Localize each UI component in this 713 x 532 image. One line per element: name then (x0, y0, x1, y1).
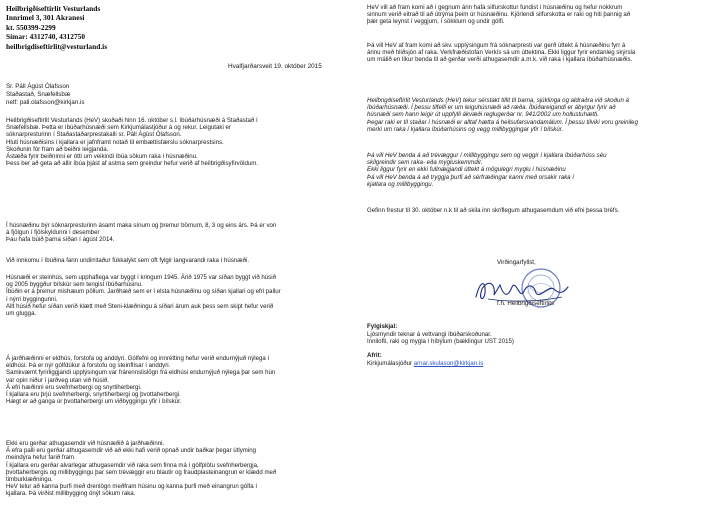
body-paragraph-assessment: Þá vill HeV af fram komi að skv. upplýsingum frá sóknarpresti var gerð úttekt á húsnæðinu fyrr á árinu með hliðsjón af raka. Verkfræðistofan Verkís sá um úttektina. Ekki liggur fyrir endanleg skýrsla um málið en líkur benda til að gerðar verði athugasemdir a.m.k. við raka í kjallara íbúðarhúsnæðis. (367, 42, 636, 64)
letter-date: Hvalfjarðarsveit 19. október 2015 (228, 63, 322, 70)
signer-line: f.h. Heilbrigðiseftirlits (497, 300, 555, 307)
copy-email-link[interactable]: arnar.skulason@kirkjan.is (413, 360, 484, 367)
copy-recipient-label: Kirkjumálasjóður (367, 360, 414, 367)
body-paragraph-deadline: Gefinn frestur til 30. október n.k til að skila inn skriflegum athugasemdum við efni þessa bréfs. (367, 207, 620, 214)
copy-line (367, 360, 483, 367)
sender-address: Heilbrigðiseftirlit Vesturlands Innrimel 3, 301 Akranesi kt. 550399-2299 Símar: 4312740, 4312750 heilbrigdiseftirlit@vesturland.is (6, 4, 108, 51)
enclosures-title: Fylgiskjal: (367, 323, 398, 330)
closing-salutation: Virðingarfyllst, (497, 259, 536, 266)
copy-title: Afrit: (367, 352, 382, 359)
body-paragraph-inspection: Heilbrigðiseftirlit Vesturlands (HeV) skoðaði hinn 16. október s.l. íbúðarhúsnæði á Staðastað í Snæfellsbæ. Þetta er íbúðarhúsnæði sem Kirkjumálastjóður á og rekur. Leigutaki er sóknarpresturinn í Staðastaðarprestakalli sr. Páll Ágúst Ólafsson. Hluti húsnæðisins í kjallara er jafnframt notað til embættisfærslu sóknarprestsins. Skoðunin fór fram að beiðni leigjanda. Ástæða fyrir beiðninni er ótti um veikindi íbúa sökum raka í húsnæðinu. Þess ber að geta að allir íbúa þjást af astma sem greindur hefur verið af heilbrigðisyfirvöldum. (6, 117, 259, 168)
body-paragraph-rooms: Á jarðhæðinni er eldhús, forstofa og anddyri. Gólfefni og innrétting hefur verið endurnýjuð nýlega í eldhúsi. Þá er nýr gólfdúkur á forstofu og steinflísar í anddyri. Samkvæmt fyrirliggjandi upplýsingum var frárennslislögn frá eldhúsi endurnýjuð nýlega þar sem hún var opin niður í jarðveg utan við húsið. Á efri hæðinni eru svefnherbergi og snyrtiherbergi. Í kjallara eru þrjú svefnherbergi, snyrtiherbergi og þvottaherbergi. Hægt er að ganga úr þvottaherbergi um viðbyggingu yfir í bílskúr. (6, 355, 276, 406)
body-paragraph-remarks: Ekki eru gerðar athugasemdir við húsnæðið á jarðhæðinni. Á efra palli eru gerðar athugasemdir við að ekki hafi verið opnað undir baðkar þegar útlyming meindýra hefur farið fram. Í kjallara eru gerðar alvarlegar athugasemdir við raka sem finna má í gólfplötu svefnherbergja, þvottaherbergis og millibyggingu þar sem trévæggir eru blautir og fraudplasteinangrun er klædd með timburklæðningu. HeV telur að kanna þurfi með drenlögn meðfram húsinu og kanna þurfi með einangrun gólfa í kjallara. Þá virðist millibygging ónýt sökum raka. (6, 440, 277, 498)
body-paragraph-mold: Þá vill HeV benda á að trévæggur í millibyggingu sem og veggir í kjallara íbúðarhúss séu skilgreindir sem raka- eða mygluskemmdir. Ekki liggur fyrir en ekki fullnægjandi úttekt á mögulegri myglu í húsnæðinu Þá vill HeV benda á að tryggja þurfi að sérfræðingar kanni með orsakir raka í kjallara og millibyggingu. (367, 152, 607, 188)
recipient-address: Sr. Páll Ágúst Ólafsson Staðastað, Snæfellsbæ netf: pall.olafsson@kirkjan.is (6, 83, 85, 106)
body-paragraph-residents: Í húsnæðinu býr sóknarpresturinn ásamt maka sínum og þremur börnum, 8, 3 og eins árs. Þá er von á fjölgun í fjölskyldunni í desember Þau hafa búið þarna síðan í ágúst 2014. (6, 222, 277, 244)
body-paragraph-odor: Við innkomu í íbúðina fann undirritaður fúkkalykt sem oft fylgir langvarandi raka í húsnæði. (6, 257, 250, 264)
body-paragraph-building: Húsnæði er steinhús, sem upphaflega var byggt í kringum 1945. Árið 1975 var síðan byggt við húsið og 2005 byggður bílskúr sem tengist íbúðarhúsinu. Íbúðin er á þremur mishæum pöllum. Jarðhæð sem er í elsta húsnæðinu og síðan kjallari og efri pallur í nýrri byggingunni. Allt húsið hefur síðan verið klætt með Steni-klæðningu á síðari árum auk þess sem skipt hefur verið um glugga. (6, 274, 281, 318)
enclosures-list: Ljósmyndir teknar á vettvangi íbúðarskoðunar. Innilofti, raki og mygla í híbýlum (bæklingur UST 2015) (367, 331, 514, 346)
body-paragraph-silverfish: HeV vill að fram komi að í gegnum árin hafa silfurskottur fundist í húsnæðinu og hefur nokkrum sinnum verið eitrað til að útrýma þeim úr húsnæðinu. Kjörlendi silfurskotta er raki og hiti þannig að þær geta leynst í veggjum, í sökklum og undir gólfi. (367, 4, 631, 26)
body-paragraph-regulation: Heilbrigðiseftirlit Vesturlands (HeV) tekur sérstakt tillit til barna, sjúklinga og aldraðra við skoðun á íbúðarhúsnæði. Í þessu tilfelli er um leiguhúsnæði að ræða. Íbúðareigandi er ábyrgur fyrir að húsnæði sem hann leigir út uppfylli ákvæði reglugerðar nr. 941/2002 um hollustuhætti. Þegar raki er til staðar í húsnæði er alltaf hætta á heilsufarsvandamálum. Í þessu tilviki voru greinileg merki um raka í kjallara íbúðarhúsins og vegg millibyggingar yfir í bílskúr. (367, 97, 638, 133)
